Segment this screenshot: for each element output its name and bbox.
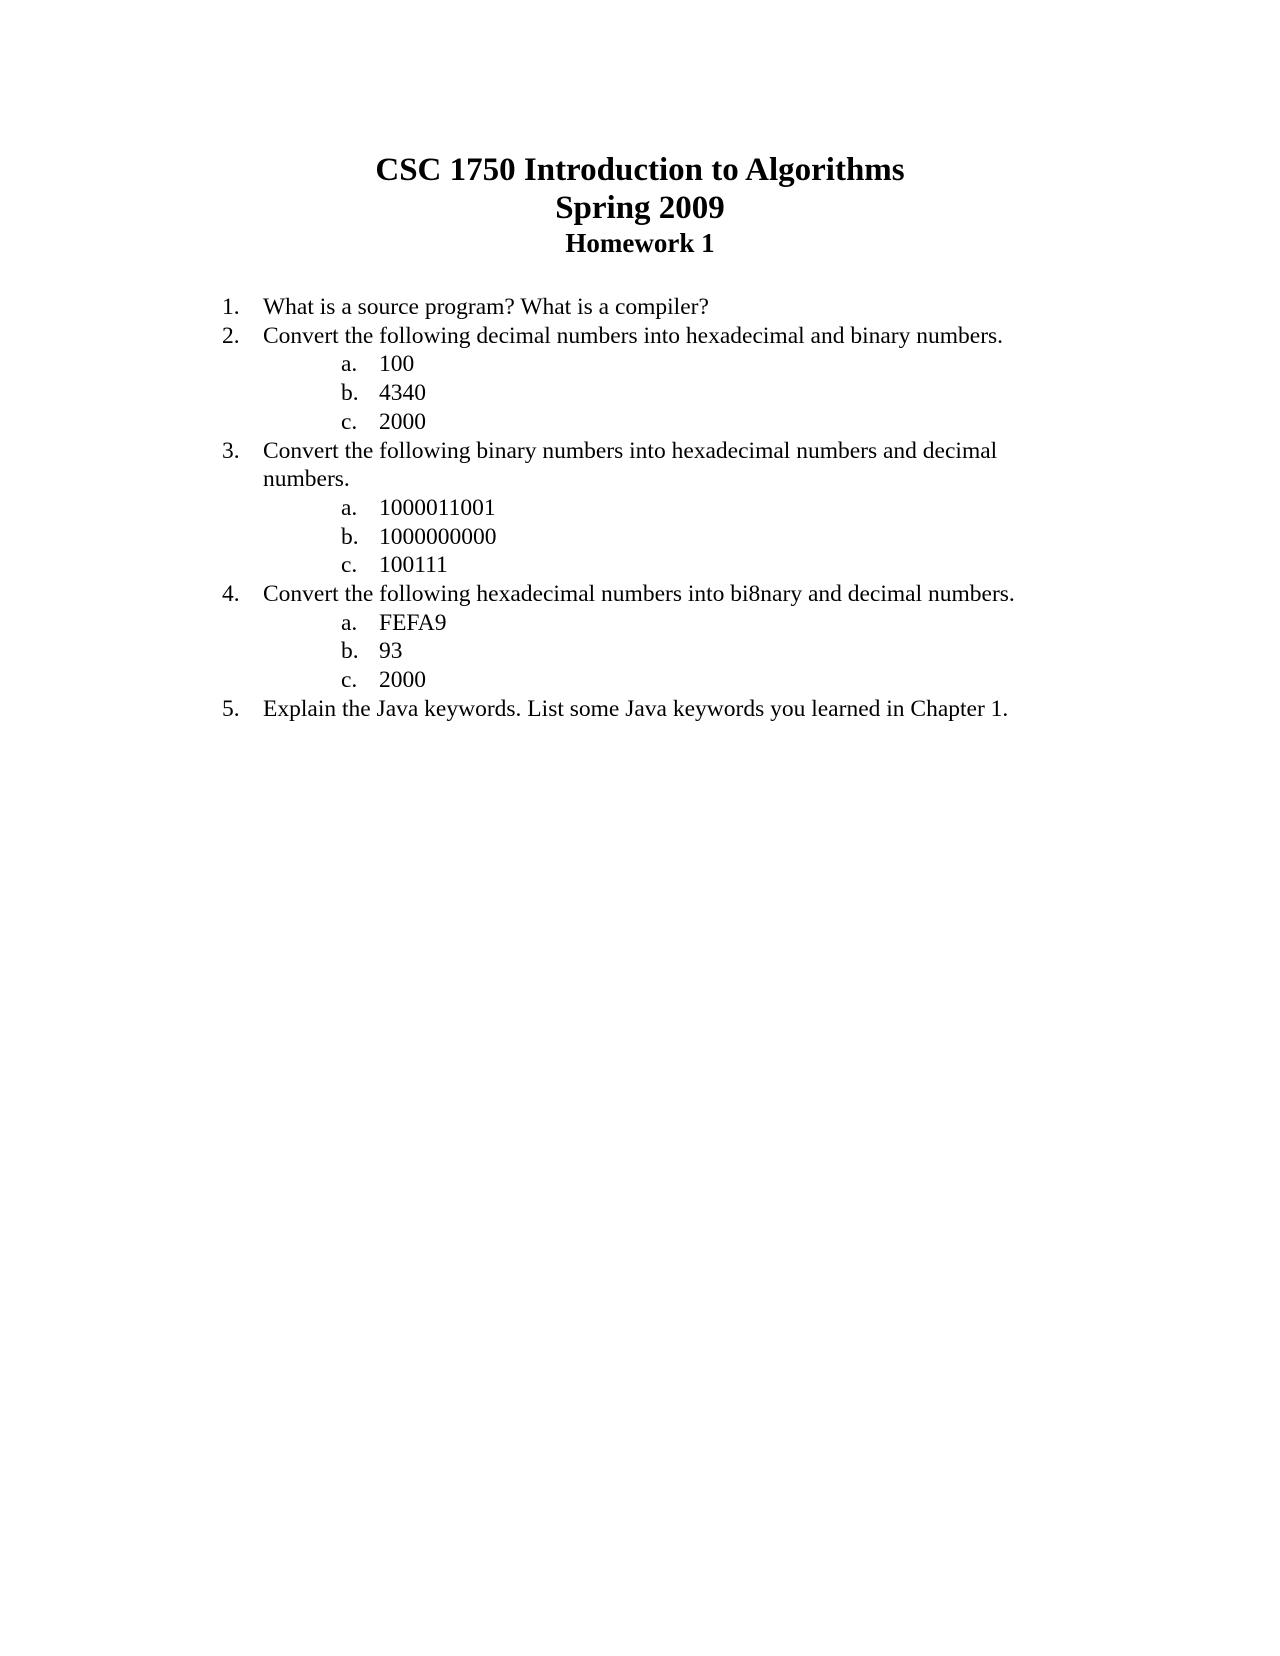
course-title: CSC 1750 Introduction to Algorithms xyxy=(375,152,905,188)
sub-item-value: 2000 xyxy=(379,408,426,435)
question-number: 5. xyxy=(222,695,240,722)
question-text: What is a source program? What is a compiler? xyxy=(263,294,709,320)
sub-item-value: 100111 xyxy=(379,552,448,579)
question-text: Convert the following hexadecimal numbers into bi8nary and decimal numbers. xyxy=(263,581,1015,608)
sub-item-label: b. xyxy=(341,638,359,665)
sub-item-label: b. xyxy=(341,523,359,550)
sub-item-value: FEFA9 xyxy=(379,609,447,636)
sub-item xyxy=(263,637,1082,666)
sub-item xyxy=(263,494,1082,523)
sub-item-list xyxy=(263,609,1082,695)
sub-item-label: c. xyxy=(341,408,358,435)
sub-item xyxy=(263,551,1082,580)
sub-item xyxy=(263,666,1082,695)
question-2 xyxy=(222,322,1082,437)
question-text: Explain the Java keywords. List some Java keywords you learned in Chapter 1. xyxy=(263,695,1009,722)
question-5 xyxy=(222,695,1082,724)
sub-item-value: 1000011001 xyxy=(379,494,496,521)
assignment-heading: Homework 1 xyxy=(565,228,715,258)
sub-item-value: 100 xyxy=(379,351,415,378)
sub-item xyxy=(263,350,1082,379)
sub-item-label: a. xyxy=(341,351,358,378)
question-4 xyxy=(222,580,1082,695)
sub-item-list xyxy=(263,350,1082,436)
sub-item-label: c. xyxy=(341,552,358,579)
sub-item-value: 4340 xyxy=(379,380,426,407)
sub-item-label: c. xyxy=(341,667,358,694)
term-heading: Spring 2009 xyxy=(555,190,725,226)
question-1 xyxy=(222,293,1082,322)
question-number: 3. xyxy=(222,437,240,464)
sub-item xyxy=(263,379,1082,408)
sub-item-value: 93 xyxy=(379,638,403,665)
question-number: 2. xyxy=(222,322,240,349)
question-text: Convert the following binary numbers into hexadecimal numbers and decimal numbers. xyxy=(263,437,998,493)
sub-item-value: 2000 xyxy=(379,667,426,694)
sub-item-label: a. xyxy=(341,609,358,636)
sub-item-label: b. xyxy=(341,380,359,407)
sub-item xyxy=(263,609,1082,638)
sub-item-list xyxy=(263,494,1082,580)
question-3 xyxy=(222,437,1082,581)
question-list xyxy=(222,293,1082,724)
question-number: 4. xyxy=(222,581,240,608)
question-number: 1. xyxy=(222,294,240,320)
sub-item xyxy=(263,408,1082,437)
sub-item-value: 1000000000 xyxy=(379,523,497,550)
sub-item-label: a. xyxy=(341,494,358,521)
sub-item xyxy=(263,523,1082,552)
question-text: Convert the following decimal numbers into hexadecimal and binary numbers. xyxy=(263,322,1004,349)
